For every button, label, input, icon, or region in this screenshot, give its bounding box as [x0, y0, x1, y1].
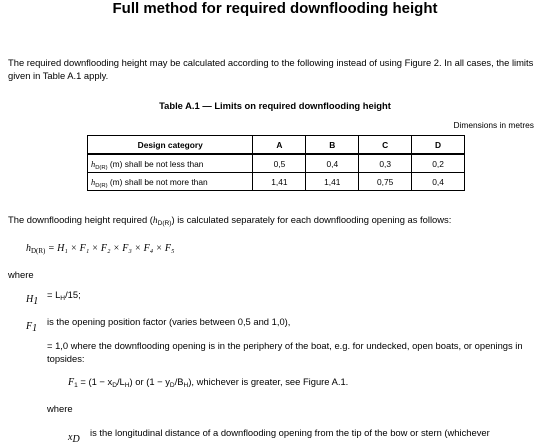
h1-text-after: /15; [65, 289, 81, 300]
def-f1 [26, 316, 37, 334]
f1-symbol: F [26, 321, 33, 332]
where-label-2: where [47, 403, 73, 414]
row-label-text: (m) shall be not more than [109, 176, 208, 187]
f1f-part2-sub: D [112, 382, 117, 389]
table-cell: 0,5 [253, 154, 306, 173]
header-design-category: Design category [88, 136, 253, 155]
row-label-max [88, 173, 253, 191]
page-title: Full method for required downflooding height [112, 0, 438, 17]
header-c: C [359, 136, 412, 155]
f1f-part4: ) or (1 − y [129, 376, 170, 387]
header-b: B [306, 136, 359, 155]
xd-symbol-sub: D [72, 434, 80, 445]
symbol-sub: D(R) [95, 182, 108, 189]
f1f-part3: /L [116, 376, 125, 387]
calc-sentence [8, 214, 451, 228]
f1f-part5: /B [174, 376, 184, 387]
h1-text-sub: H [60, 295, 66, 302]
f1f-part1: F [68, 377, 75, 388]
h1-symbol-sub: 1 [33, 296, 39, 307]
where-label-1: where [8, 269, 34, 280]
table-row [88, 173, 465, 191]
def-f1-case: = 1,0 where the downflooding opening is in the periphery of the boat, e.g. for undecked, open boats, or openings in topsides: [47, 340, 523, 364]
def-h1 [26, 289, 38, 307]
table-cell: 0,2 [412, 154, 465, 173]
f1f-part2: = (1 − x [80, 376, 113, 387]
f1-formula [68, 376, 348, 390]
h1-text: = L [47, 289, 61, 300]
calc-after: ) is calculated separately for each downflooding opening as follows: [171, 214, 452, 225]
def-xd-text: is the longitudinal distance of a downflooding opening from the tip of the bow or stern (whichever [90, 427, 490, 438]
intro-paragraph: The required downflooding height may be calculated according to the following instead of using Figure 2. In all cases, the limits given in Table A.1 apply. [8, 57, 534, 81]
calc-before: The downflooding height required ( [8, 214, 153, 225]
main-formula [26, 243, 175, 254]
table-cell: 0,75 [359, 173, 412, 191]
table-header-row [88, 136, 465, 155]
table-cell: 1,41 [253, 173, 306, 191]
table-units: Dimensions in metres [453, 120, 534, 130]
f1f-part1-sub: 1 [74, 382, 78, 389]
f1f-part4-sub: D [169, 382, 175, 389]
xd-symbol: x [68, 432, 73, 443]
symbol-h: h [91, 177, 96, 187]
row-label-min [88, 154, 253, 173]
def-xd [68, 427, 80, 445]
formula-rhs: = H₁ × F₁ × F₂ × F₃ × F₄ × F₅ [47, 243, 175, 254]
h1-symbol: H [26, 294, 34, 305]
f1f-part5-sub: H [183, 382, 189, 389]
table-cell: 0,3 [359, 154, 412, 173]
formula-lhs-sub: D(R) [31, 247, 46, 255]
f1f-part3-sub: H [124, 382, 130, 389]
header-a: A [253, 136, 306, 155]
limits-table [87, 135, 465, 191]
table-caption: Table A.1 — Limits on required downflooding height [159, 100, 391, 111]
header-d: D [412, 136, 465, 155]
symbol-sub: D(R) [95, 164, 108, 171]
table-cell: 0,4 [306, 154, 359, 173]
table-cell: 0,4 [412, 173, 465, 191]
formula-lhs: h [26, 243, 31, 254]
symbol-h: h [91, 159, 96, 169]
table-row [88, 154, 465, 173]
row-label-text: (m) shall be not less than [109, 158, 204, 169]
f1-symbol-sub: 1 [32, 323, 38, 334]
def-h1-text [47, 289, 81, 302]
calc-symbol: h [152, 216, 158, 226]
calc-symbol-sub: D(R) [157, 220, 172, 227]
table-cell: 1,41 [306, 173, 359, 191]
f1f-part6: ), whichever is greater, see Figure A.1. [188, 376, 349, 387]
def-f1-text: is the opening position factor (varies between 0,5 and 1,0), [47, 316, 291, 327]
